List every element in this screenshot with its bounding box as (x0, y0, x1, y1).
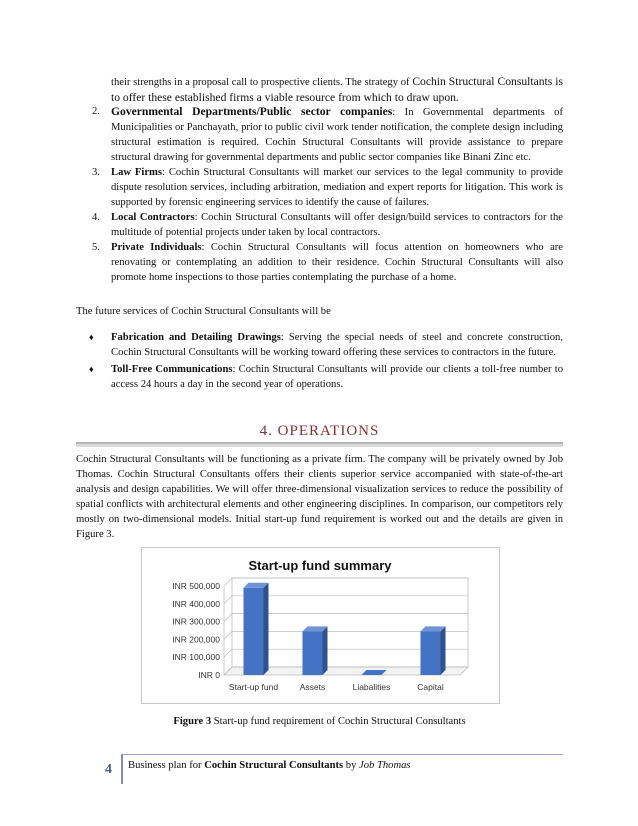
item-number: 3. (92, 167, 100, 178)
chart-title: Start-up fund summary (248, 558, 392, 573)
x-tick-label: Start-up fund (228, 682, 279, 692)
footer-author: Job Thomas (359, 760, 411, 771)
bullet-list (76, 330, 563, 394)
item-text: : Cochin Structural Consultants will market our services to the legal community to provide dispute resolution services, including arbitration, mediation and expert reports for litigation. This work is supported by forensic engineering services to identify the cause of failures. (111, 167, 563, 208)
chart-bar (244, 583, 269, 675)
heading-divider-shadow (76, 444, 563, 447)
list-item (76, 210, 563, 240)
bullet-icon: ♦ (89, 364, 94, 374)
bullet-text: : Serving the special needs of steel and concrete construction, Cochin Structural Consultants will be working toward offering these services to contractors in the future. (111, 332, 563, 358)
chart-bar (303, 626, 328, 675)
chart-x-axis (229, 682, 444, 692)
item-number: 2. (92, 106, 100, 117)
bar-side (441, 626, 446, 675)
item-title: Local Contractors (111, 212, 195, 223)
footer-company: Cochin Structural Consultants (204, 760, 344, 771)
bullet-item (76, 362, 563, 392)
item-number: 5. (92, 242, 100, 253)
item-title: Private Individuals (111, 242, 202, 253)
chart-y-axis (172, 581, 220, 680)
y-tick-label: INR 100,000 (172, 652, 220, 663)
bar-side (323, 626, 328, 675)
item-text: : In Governmental departments of Municipalities or Panchayath, prior to public civil work tender notification, the complete design including structural estimation is required. Cochin Structural Consultants will provide assistance to prepare structural drawing for governmental departments and public sector companies like Binani Zinc etc. (111, 107, 563, 163)
numbered-list (76, 104, 563, 285)
item-text: : Cochin Structural Consultants will offer design/build services to contractors for the multitude of potential projects under taken by local contractors. (111, 212, 563, 238)
bullet-icon: ♦ (89, 332, 94, 342)
figure-caption-text: Start-up fund requirement of Cochin Structural Consultants (211, 716, 466, 727)
figure-label: Figure 3 (173, 716, 212, 727)
y-tick-label: INR 300,000 (172, 616, 220, 627)
list-item (76, 240, 563, 285)
section-heading: 4. OPERATIONS (259, 423, 380, 439)
future-services-intro: The future services of Cochin Structural Consultants will be (76, 306, 331, 317)
bullet-title: Fabrication and Detailing Drawings (111, 332, 281, 343)
operations-paragraph: Cochin Structural Consultants will be functioning as a private firm. The company will be privately owned by Job Thomas. Cochin Structural Consultants offers their clients superior service accompanied with state-of-the-art analysis and design capabilities. We will offer three-dimensional visualization services to reduce the possibility of spatial conflicts with architectural elements and other engineering disciplines. In comparison, our competitors rely mostly on two-dimensional models. Initial start-up fund requirement is worked out and the details are given in Figure 3. (76, 454, 563, 540)
list-item (76, 165, 563, 210)
x-tick-label: Assets (299, 682, 326, 692)
footer-divider (121, 754, 123, 784)
y-tick-label: INR 0 (198, 670, 220, 680)
item-text: : Cochin Structural Consultants will focus attention on homeowners who are renovating or contemplating an addition to their residence. Cochin Structural Consultants will also promote home inspections to those parties contemplating the purchase of a home. (111, 242, 563, 283)
list-item (76, 104, 563, 165)
y-tick-label: INR 400,000 (172, 598, 220, 609)
bar-front (303, 631, 323, 675)
footer-by: by (343, 760, 360, 771)
chart-bar (421, 626, 446, 675)
y-tick-label: INR 200,000 (172, 634, 220, 645)
x-tick-label: Capital (417, 682, 444, 692)
bar-front (421, 631, 441, 675)
page-number: 4 (105, 762, 112, 777)
bar-side (264, 583, 269, 675)
bullet-item (76, 330, 563, 360)
footer-text (128, 760, 411, 771)
figure-caption (76, 716, 563, 727)
startup-fund-chart (142, 548, 499, 703)
bullet-text: : Cochin Structural Consultants will provide our clients a toll-free number to access 24 hours a day in the second year of operations. (111, 364, 563, 390)
bullet-title: Toll-Free Communications (111, 364, 233, 375)
x-tick-label: Liabalities (352, 682, 391, 692)
footer-top-rule (121, 754, 563, 755)
y-tick-label: INR 500,000 (172, 581, 220, 591)
continuation-paragraph (111, 74, 563, 106)
continuation-text-b: is to offer these established firms a viable resource from which to draw upon. (111, 75, 563, 104)
page-footer (76, 754, 563, 784)
bar-front (244, 588, 264, 675)
item-number: 4. (92, 212, 100, 223)
chart-bars (244, 583, 446, 675)
item-title: Law Firms (111, 167, 162, 178)
continuation-company: Cochin Structural Consultants (412, 75, 553, 88)
item-title: Governmental Departments/Public sector companies (111, 105, 393, 118)
continuation-text-a: their strengths in a proposal call to prospective clients. The strategy of (111, 77, 413, 88)
footer-prefix: Business plan for (128, 760, 205, 771)
chart-frame (141, 547, 500, 704)
